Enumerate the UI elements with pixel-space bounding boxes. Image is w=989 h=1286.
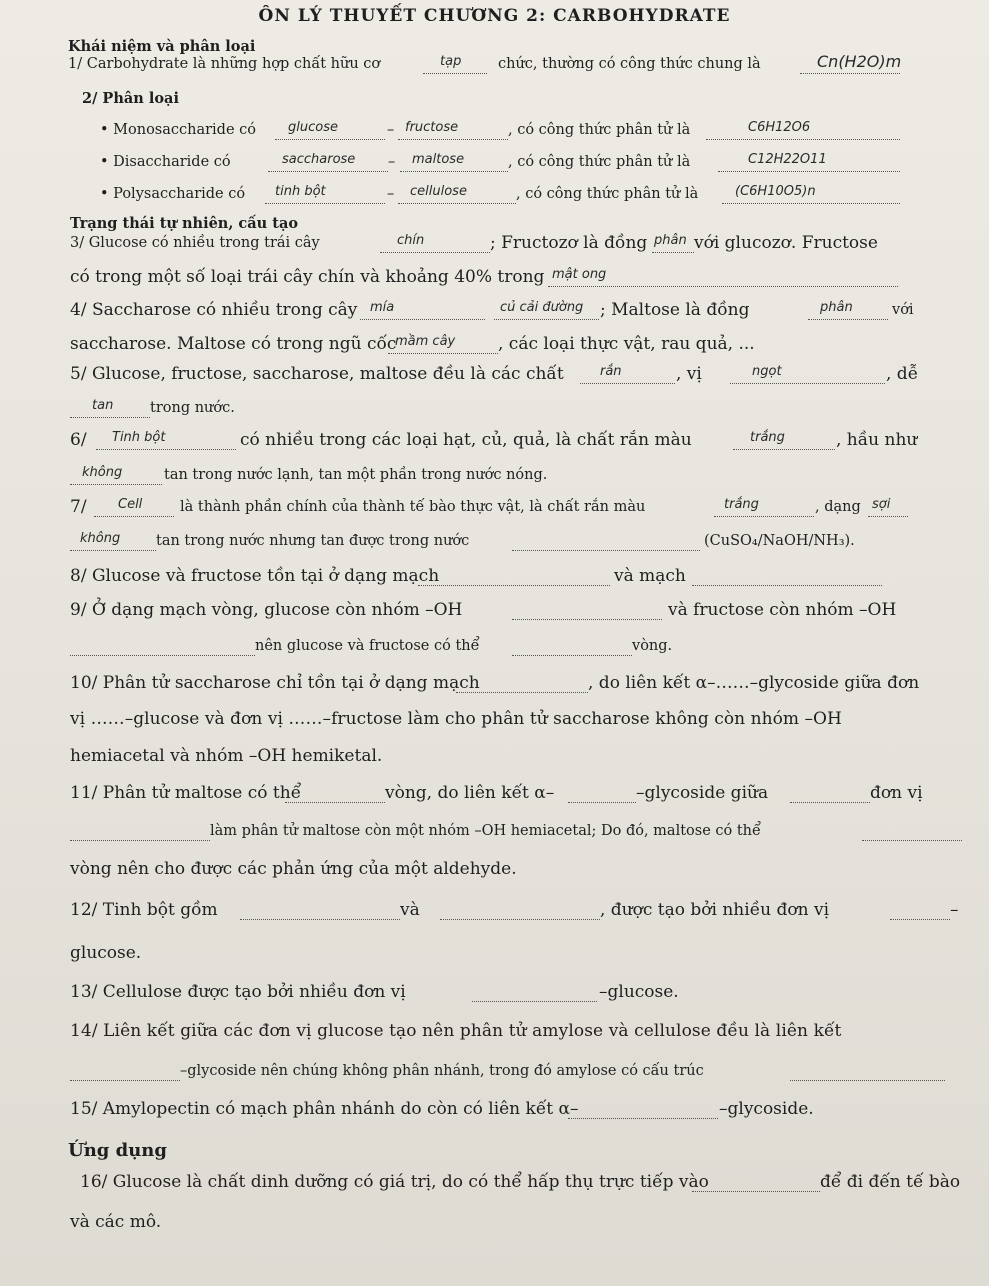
q7-blank-1[interactable] bbox=[94, 516, 174, 517]
q10-text-a: 10/ Phân tử saccharose chỉ tồn tại ở dạng mạch bbox=[70, 673, 480, 693]
q14-text-a: 14/ Liên kết giữa các đơn vị glucose tạo nên phân tử amylose và cellulose đều là liên kết bbox=[70, 1021, 842, 1041]
q2-mono-label: • Monosaccharide có bbox=[100, 122, 257, 138]
q8-blank-1[interactable] bbox=[418, 585, 610, 586]
q11-blank-4[interactable] bbox=[70, 840, 210, 841]
q5-blank-2[interactable] bbox=[730, 383, 885, 384]
q9-blank-1[interactable] bbox=[512, 619, 662, 620]
q6-row-2 bbox=[0, 465, 989, 495]
q2-mono-answer-1: glucose bbox=[288, 120, 338, 135]
q7-row-1 bbox=[0, 497, 989, 527]
q15-blank-1[interactable] bbox=[568, 1118, 718, 1119]
q3-text-b: ; Fructozơ là đồng bbox=[490, 233, 648, 253]
q4-text-c: với bbox=[892, 302, 914, 318]
q7-answer-4: không bbox=[80, 531, 121, 546]
q12-blank-1[interactable] bbox=[240, 919, 400, 920]
q4-blank-1[interactable] bbox=[360, 319, 485, 320]
q2-poly-answer-3: (C6H10O5)n bbox=[735, 184, 816, 199]
q11-text-f: vòng nên cho được các phản ứng của một aldehyde. bbox=[70, 859, 517, 879]
q7-text-d: tan trong nước nhưng tan được trong nước bbox=[156, 533, 470, 549]
q6-blank-3[interactable] bbox=[70, 484, 162, 485]
q4-text-b: ; Maltose là đồng bbox=[600, 300, 750, 320]
q5-row-1 bbox=[0, 364, 989, 394]
q2-mono-answer-3: C6H12O6 bbox=[748, 120, 811, 135]
q2-di-answer-3: C12H22O11 bbox=[748, 152, 827, 167]
q11-row-3 bbox=[0, 859, 989, 889]
q2-poly-blank-2[interactable] bbox=[398, 203, 516, 204]
q5-blank-1[interactable] bbox=[580, 383, 675, 384]
q3-answer-1: chín bbox=[397, 233, 425, 248]
q2-di-blank-1[interactable] bbox=[268, 171, 388, 172]
q4-answer-3: phân bbox=[820, 300, 853, 315]
q8-text-b: và mạch bbox=[614, 566, 686, 586]
q2-mono-blank-3[interactable] bbox=[706, 139, 900, 140]
q10-text-b: , do liên kết α–……–glycoside giữa đơn bbox=[588, 673, 920, 693]
q3-answer-3: mật ong bbox=[552, 267, 607, 282]
q2-poly-answer-1: tinh bột bbox=[275, 184, 326, 199]
q16-text-a: 16/ Glucose là chất dinh dưỡng có giá trị, do có thể hấp thụ trực tiếp vào bbox=[80, 1172, 709, 1192]
q9-blank-3[interactable] bbox=[512, 655, 632, 656]
q5-text-a: 5/ Glucose, fructose, saccharose, maltose đều là các chất bbox=[70, 364, 564, 384]
q14-text-b: –glycoside nên chúng không phân nhánh, trong đó amylose có cấu trúc bbox=[180, 1063, 704, 1079]
q8-text-a: 8/ Glucose và fructose tồn tại ở dạng mạch bbox=[70, 566, 440, 586]
section-apply-heading: Ứng dụng bbox=[68, 1140, 167, 1161]
q11-row-2 bbox=[0, 821, 989, 851]
q12-text-c: , được tạo bởi nhiều đơn vị bbox=[600, 900, 830, 920]
q7-text-b: là thành phần chính của thành tế bào thực vật, là chất rắn màu bbox=[180, 499, 646, 515]
q2-poly-text: , có công thức phân tử là bbox=[516, 186, 699, 202]
q15-text-a: 15/ Amylopectin có mạch phân nhánh do còn có liên kết α– bbox=[70, 1099, 579, 1119]
q16-text-b: để đi đến tế bào bbox=[820, 1172, 961, 1192]
q12-blank-3[interactable] bbox=[890, 919, 950, 920]
q8-blank-2[interactable] bbox=[692, 585, 882, 586]
q2-mono-row: • Monosaccharide có glucose – fructose , có công thức phân tử là C6H12O6 bbox=[0, 122, 989, 152]
q1-row bbox=[0, 52, 989, 86]
q6-text-c: , hầu như bbox=[836, 430, 918, 450]
q2-poly-row: • Polysaccharide có tinh bột – cellulose , có công thức phân tử là (C6H10O5)n bbox=[0, 186, 989, 216]
q7-answer-2: trắng bbox=[724, 497, 759, 512]
q6-text-b: có nhiều trong các loại hạt, củ, quả, là chất rắn màu bbox=[240, 430, 692, 450]
q11-blank-2[interactable] bbox=[568, 802, 636, 803]
q1-answer-2: Cn(H2O)m bbox=[817, 52, 902, 71]
q11-row-1 bbox=[0, 783, 989, 813]
q4-blank-4[interactable] bbox=[388, 353, 498, 354]
q4-answer-2: củ cải đường bbox=[500, 300, 584, 315]
q12-row-1 bbox=[0, 900, 989, 930]
q16-row-2 bbox=[0, 1212, 989, 1242]
q9-text-c: nên glucose và fructose có thể bbox=[255, 638, 480, 654]
q2-poly-blank-3[interactable] bbox=[722, 203, 900, 204]
q6-text-d: tan trong nước lạnh, tan một phần trong nước nóng. bbox=[164, 467, 548, 483]
q3-row-2 bbox=[0, 267, 989, 297]
q15-row bbox=[0, 1099, 989, 1129]
q1-blank-1[interactable] bbox=[423, 73, 487, 74]
q4-answer-4: mầm cây bbox=[395, 334, 456, 349]
q2-heading: 2/ Phân loại bbox=[82, 90, 179, 107]
q12-text-a: 12/ Tinh bột gồm bbox=[70, 900, 218, 920]
q12-row-2 bbox=[0, 943, 989, 973]
q14-blank-2[interactable] bbox=[790, 1080, 945, 1081]
q9-row-2 bbox=[0, 636, 989, 666]
section-natural-heading: Trạng thái tự nhiên, cấu tạo bbox=[70, 215, 299, 232]
q11-text-e: làm phân tử maltose còn một nhóm –OH hemiacetal; Do đó, maltose có thể bbox=[210, 823, 761, 839]
q11-blank-5[interactable] bbox=[862, 840, 962, 841]
q3-text-d: có trong một số loại trái cây chín và khoảng 40% trong bbox=[70, 267, 545, 287]
q1-text-a: 1/ Carbohydrate là những hợp chất hữu cơ bbox=[68, 56, 381, 72]
q7-answer-1: Cell bbox=[118, 497, 143, 512]
q6-text-a: 6/ bbox=[70, 430, 87, 450]
q3-blank-3[interactable] bbox=[548, 286, 898, 287]
q10-text-c: vị ……–glucose và đơn vị ……–fructose làm cho phân tử saccharose không còn nhóm –OH bbox=[70, 709, 842, 729]
q14-row-2 bbox=[0, 1061, 989, 1091]
q4-text-a: 4/ Saccharose có nhiều trong cây bbox=[70, 300, 358, 320]
q9-text-b: và fructose còn nhóm –OH bbox=[668, 600, 897, 620]
q7-text-a: 7/ bbox=[70, 497, 87, 517]
q4-blank-2[interactable] bbox=[494, 319, 599, 320]
q1-blank-2[interactable] bbox=[800, 73, 900, 74]
page-title: ÔN LÝ THUYẾT CHƯƠNG 2: CARBOHYDRATE bbox=[258, 6, 731, 26]
section-concept-heading: Khái niệm và phân loại bbox=[68, 38, 256, 55]
q1-answer-1: tạp bbox=[440, 54, 462, 69]
q9-text-d: vòng. bbox=[632, 638, 673, 654]
q2-mono-blank-1[interactable] bbox=[275, 139, 385, 140]
q6-row-1 bbox=[0, 430, 989, 460]
q11-blank-3[interactable] bbox=[790, 802, 870, 803]
q11-text-c: –glycoside giữa bbox=[636, 783, 769, 803]
q10-blank-1[interactable] bbox=[456, 692, 588, 693]
q4-answer-1: mía bbox=[370, 300, 395, 315]
q7-answer-3: sợi bbox=[872, 497, 891, 512]
q14-row-1 bbox=[0, 1021, 989, 1051]
q1-text-b: chức, thường có công thức chung là bbox=[498, 56, 761, 72]
q3-blank-1[interactable] bbox=[380, 252, 490, 253]
q5-answer-2: ngọt bbox=[752, 364, 782, 379]
q7-text-e: (CuSO₄/NaOH/NH₃). bbox=[704, 533, 855, 549]
q2-mono-answer-2: fructose bbox=[405, 120, 459, 135]
q2-di-row: • Disaccharide có saccharose – maltose , có công thức phân tử là C12H22O11 bbox=[0, 154, 989, 184]
q3-row-1 bbox=[0, 233, 989, 263]
q4-blank-3[interactable] bbox=[808, 319, 888, 320]
q13-text-a: 13/ Cellulose được tạo bởi nhiều đơn vị bbox=[70, 982, 406, 1002]
q10-text-d: hemiacetal và nhóm –OH hemiketal. bbox=[70, 746, 383, 766]
q11-text-b: vòng, do liên kết α– bbox=[385, 783, 555, 803]
q2-di-answer-2: maltose bbox=[412, 152, 465, 167]
q2-di-text: , có công thức phân tử là bbox=[508, 154, 691, 170]
q12-text-b: và bbox=[400, 900, 420, 920]
q16-text-c: và các mô. bbox=[70, 1212, 162, 1232]
q10-row-3 bbox=[0, 746, 989, 776]
q3-answer-2: phân bbox=[654, 233, 687, 248]
q7-blank-5[interactable] bbox=[512, 550, 700, 551]
q13-blank-1[interactable] bbox=[472, 1001, 597, 1002]
q3-text-a: 3/ Glucose có nhiều trong trái cây bbox=[70, 235, 320, 251]
q7-text-c: , dạng bbox=[815, 499, 861, 515]
q7-blank-2[interactable] bbox=[714, 516, 814, 517]
q9-row-1 bbox=[0, 600, 989, 630]
q14-blank-1[interactable] bbox=[70, 1080, 180, 1081]
q2-mono-text: , có công thức phân tử là bbox=[508, 122, 691, 138]
q3-blank-2[interactable] bbox=[652, 252, 694, 253]
q12-text-e: glucose. bbox=[70, 943, 142, 963]
q11-text-a: 11/ Phân tử maltose có thể bbox=[70, 783, 302, 803]
q13-row bbox=[0, 982, 989, 1012]
q15-text-b: –glycoside. bbox=[719, 1099, 814, 1119]
q2-di-blank-3[interactable] bbox=[718, 171, 900, 172]
q9-text-a: 9/ Ở dạng mạch vòng, glucose còn nhóm –OH bbox=[70, 600, 463, 620]
q6-blank-2[interactable] bbox=[733, 449, 835, 450]
q13-text-b: –glucose. bbox=[599, 982, 679, 1002]
q10-row-2 bbox=[0, 709, 989, 739]
q2-di-answer-1: saccharose bbox=[282, 152, 356, 167]
q2-mono-blank-2[interactable] bbox=[398, 139, 508, 140]
q2-poly-blank-1[interactable] bbox=[265, 203, 385, 204]
q8-row bbox=[0, 566, 989, 596]
q11-blank-1[interactable] bbox=[285, 802, 385, 803]
q4-row-2 bbox=[0, 334, 989, 364]
q4-text-e: , các loại thực vật, rau quả, ... bbox=[498, 334, 755, 354]
q2-poly-label: • Polysaccharide có bbox=[100, 186, 246, 202]
section-apply-row bbox=[0, 1140, 989, 1170]
q10-row-1 bbox=[0, 673, 989, 703]
q7-blank-4[interactable] bbox=[70, 550, 156, 551]
q6-answer-3: không bbox=[82, 465, 123, 480]
q5-answer-3: tan bbox=[92, 398, 114, 413]
q16-row-1 bbox=[0, 1172, 989, 1202]
q4-text-d: saccharose. Maltose có trong ngũ cốc bbox=[70, 334, 397, 354]
q2-poly-answer-2: cellulose bbox=[410, 184, 467, 199]
q6-answer-2: trắng bbox=[750, 430, 785, 445]
q5-row-2 bbox=[0, 398, 989, 428]
q7-blank-3[interactable] bbox=[868, 516, 908, 517]
q12-text-d: – bbox=[950, 900, 959, 920]
q3-text-c: với glucozơ. Fructose bbox=[694, 233, 878, 253]
q5-answer-1: rắn bbox=[600, 364, 622, 379]
q2-di-blank-2[interactable] bbox=[400, 171, 508, 172]
q6-blank-1[interactable] bbox=[96, 449, 236, 450]
q5-text-c: , dễ bbox=[886, 364, 919, 384]
q9-blank-2[interactable] bbox=[70, 655, 255, 656]
q6-answer-1: Tinh bột bbox=[112, 430, 166, 445]
q2-di-label: • Disaccharide có bbox=[100, 154, 231, 170]
q4-row-1 bbox=[0, 300, 989, 330]
q5-text-b: , vị bbox=[676, 364, 702, 384]
q11-text-d: đơn vị bbox=[870, 783, 923, 803]
q5-text-d: trong nước. bbox=[150, 400, 235, 416]
q7-row-2 bbox=[0, 531, 989, 561]
q2-head-row bbox=[0, 90, 989, 120]
q12-blank-2[interactable] bbox=[440, 919, 600, 920]
q16-blank-1[interactable] bbox=[692, 1191, 820, 1192]
q5-blank-3[interactable] bbox=[70, 417, 150, 418]
